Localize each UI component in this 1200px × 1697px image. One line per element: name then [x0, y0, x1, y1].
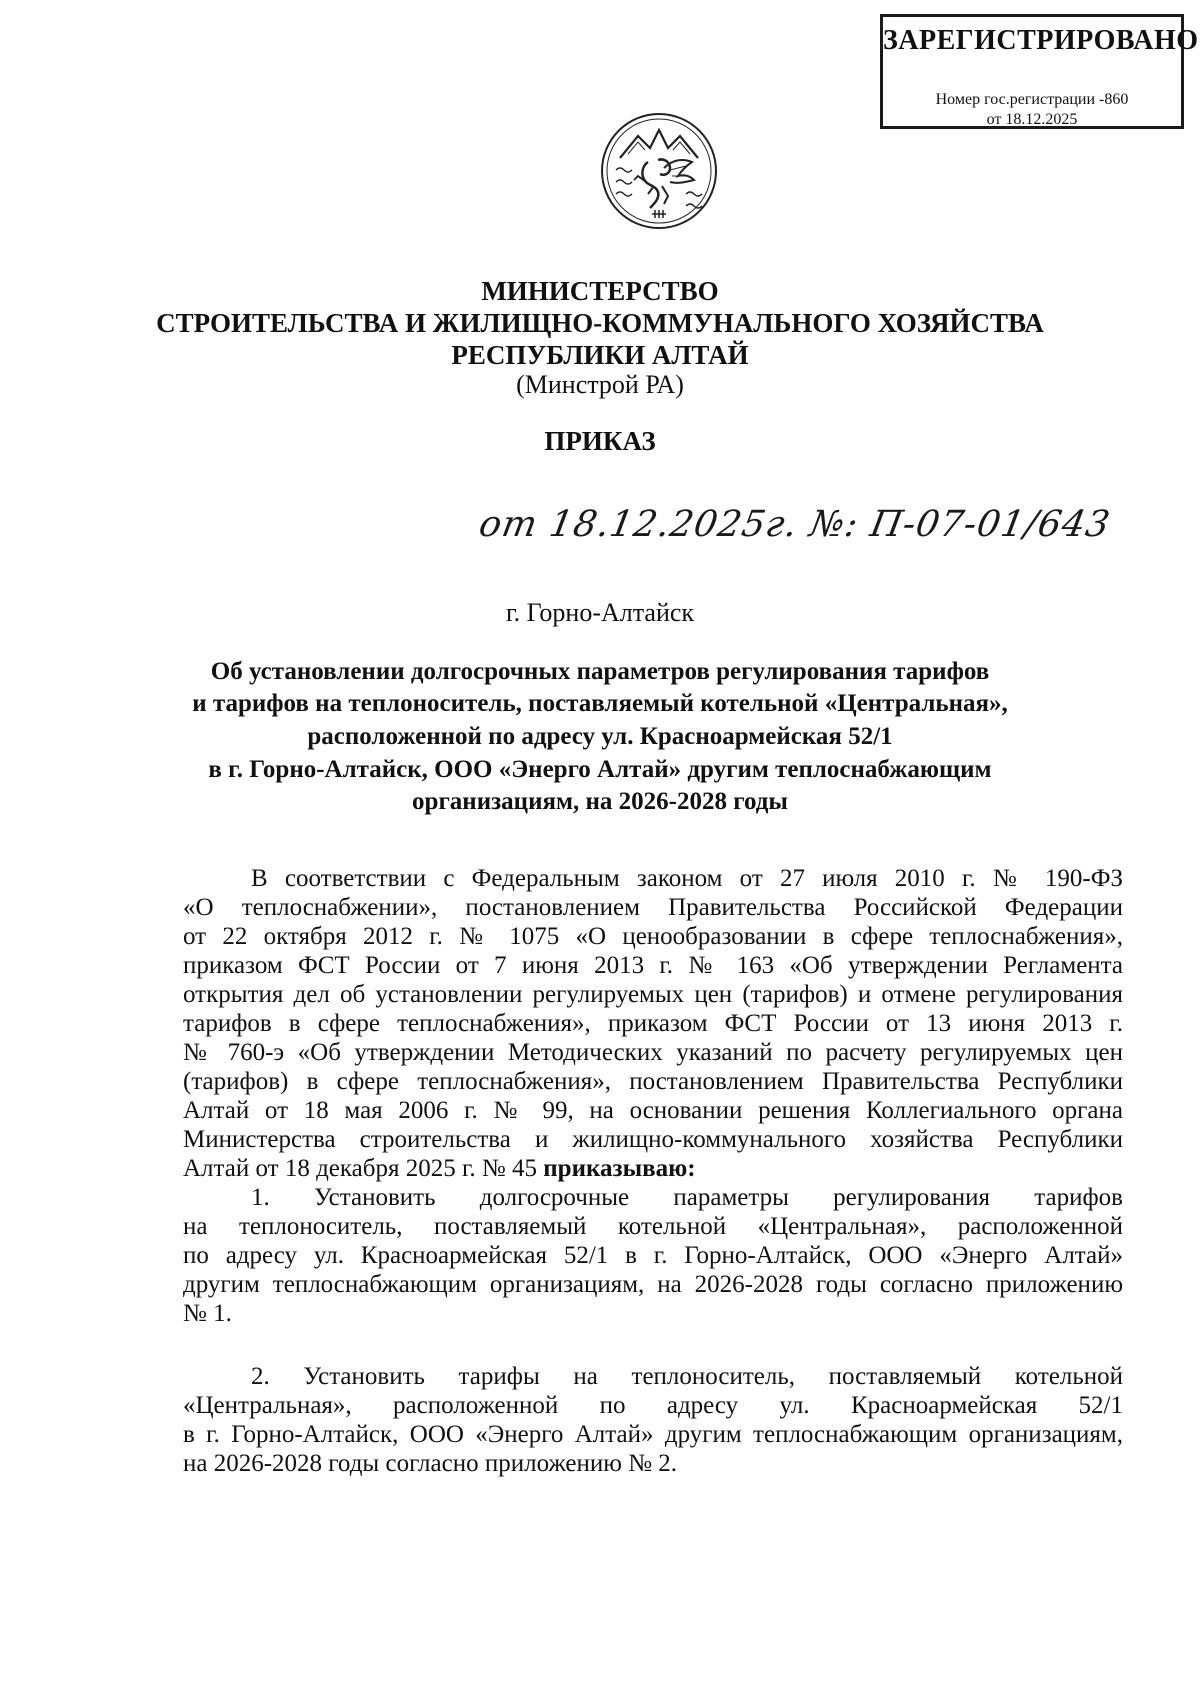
- item-2-line: в г. Горно-Алтайск, ООО «Энерго Алтай» другим теплоснабжающим организациям,: [183, 1421, 1123, 1448]
- item-1-line: 1. Установить долгосрочные параметры регулирования тарифов: [251, 1184, 1123, 1211]
- body-text-line: открытия дел об установлении регулируемых цен (тарифов) и отмене регулирования: [183, 981, 1123, 1008]
- ministry-short-name: (Минстрой РА): [516, 370, 684, 399]
- document-title-line: и тарифов на теплоноситель, поставляемый котельной «Центральная»,: [192, 690, 1008, 717]
- order-word: приказываю:: [543, 1155, 696, 1182]
- ministry-name-line-1: МИНИСТЕРСТВО: [481, 276, 719, 306]
- item-1-line: по адресу ул. Красноармейская 52/1 в г. Горно-Алтайск, ООО «Энерго Алтай»: [183, 1242, 1123, 1269]
- ministry-name-line-3: РЕСПУБЛИКИ АЛТАЙ: [451, 340, 749, 370]
- registration-stamp: [880, 14, 1199, 129]
- body-text-line: В соответствии с Федеральным законом от 27 июля 2010 г. № 190-ФЗ: [251, 865, 1123, 892]
- document-type: ПРИКАЗ: [544, 426, 656, 456]
- stamp-title: ЗАРЕГИСТРИРОВАНО: [883, 25, 1199, 56]
- body-text-line: от 22 октября 2012 г. № 1075 «О ценообразовании в сфере теплоснабжения»,: [183, 923, 1123, 950]
- body-text-line: [183, 1154, 1123, 1184]
- document-title-line: Об установлении долгосрочных параметров регулирования тарифов: [210, 658, 990, 685]
- body-text-line: (тарифов) в сфере теплоснабжения», постановлением Правительства Республики: [183, 1068, 1123, 1095]
- body-text-line: № 760-э «Об утверждении Методических указаний по расчету регулируемых цен: [183, 1039, 1123, 1066]
- item-1-line: на теплоноситель, поставляемый котельной «Центральная», расположенной: [183, 1213, 1123, 1240]
- coat-of-arms-icon: [598, 110, 720, 232]
- item-1-line: другим теплоснабжающим организациям, на 2026-2028 годы согласно приложению: [183, 1271, 1123, 1298]
- stamp-registration-number: Номер гос.регистрации -860: [935, 91, 1129, 108]
- city-name: г. Горно-Алтайск: [505, 598, 695, 627]
- body-text-line: Министерства строительства и жилищно-коммунального хозяйства Республики: [183, 1126, 1123, 1153]
- preamble-last-text: Алтай от 18 декабря 2025 г. № 45: [183, 1155, 544, 1182]
- item-2-line: 2. Установить тарифы на теплоноситель, поставляемый котельной: [251, 1363, 1123, 1390]
- document-title-line: организациям, на 2026-2028 годы: [412, 788, 788, 815]
- body-text-line: тарифов в сфере теплоснабжения», приказом ФСТ России от 13 июня 2013 г.: [183, 1010, 1123, 1037]
- item-2-line: на 2026-2028 годы согласно приложению № 2.: [183, 1450, 678, 1477]
- item-1-line: № 1.: [183, 1300, 232, 1327]
- body-text-line: приказом ФСТ России от 7 июня 2013 г. № 163 «Об утверждении Регламента: [183, 952, 1123, 979]
- ministry-name-line-2: СТРОИТЕЛЬСТВА И ЖИЛИЩНО-КОММУНАЛЬНОГО ХОЗЯЙСТВА: [156, 308, 1044, 338]
- document-title-line: расположенной по адресу ул. Красноармейская 52/1: [307, 723, 893, 750]
- stamp-registration-date: от 18.12.2025: [986, 111, 1078, 128]
- item-2-line: «Центральная», расположенной по адресу ул. Красноармейская 52/1: [183, 1392, 1123, 1419]
- body-text-line: «О теплоснабжении», постановлением Правительства Российской Федерации: [183, 894, 1123, 921]
- body-text-line: Алтай от 18 мая 2006 г. № 99, на основании решения Коллегиального органа: [183, 1097, 1123, 1124]
- document-title-line: в г. Горно-Алтайск, ООО «Энерго Алтай» другим теплоснабжающим: [208, 756, 992, 783]
- handwritten-date-number: от 18.12.2025г. №: П-07-01/643: [476, 504, 1114, 545]
